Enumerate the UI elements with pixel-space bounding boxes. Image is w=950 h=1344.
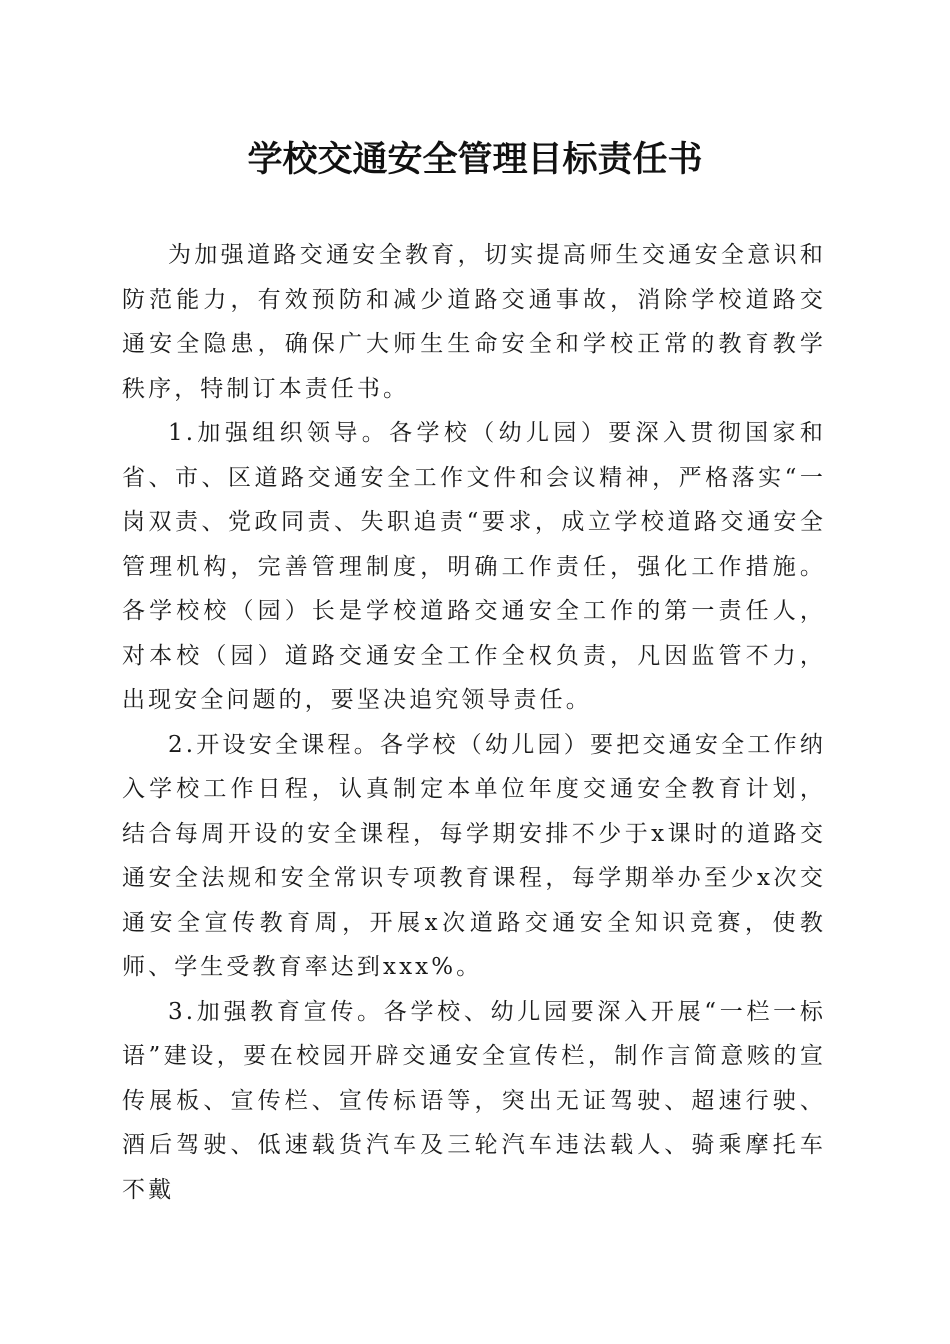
paragraph-item-3: 3.加强教育宣传。各学校、幼儿园要深入开展“一栏一标语”建设，要在校园开辟交通安全宣传栏，制作言简意赅的宣传展板、宣传栏、宣传标语等，突出无证驾驶、超速行驶、酒后驾驶、低速载货汽车及三轮汽车违法载人、骑乘摩托车不戴 [122,998,826,1203]
document-body [122,233,826,1212]
document-title: 学校交通安全管理目标责任书 [247,139,703,180]
paragraph-item-1: 1.加强组织领导。各学校（幼儿园）要深入贯彻国家和省、市、区道路交通安全工作文件和会议精神，严格落实“一岗双责、党政同责、失职追责“要求，成立学校道路交通安全管理机构，完善管理制度，明确工作责任，强化工作措施。各学校校（园）长是学校道路交通安全工作的第一责任人，对本校（园）道路交通安全工作全权负责，凡因监管不力，出现安全问题的，要坚决追究领导责任。 [122,420,826,713]
paragraph-intro: 为加强道路交通安全教育，切实提高师生交通安全意识和防范能力，有效预防和减少道路交通事故，消除学校道路交通安全隐患，确保广大师生生命安全和学校正常的教育教学秩序，特制订本责任书。 [122,242,826,402]
paragraph-item-2: 2.开设安全课程。各学校（幼儿园）要把交通安全工作纳入学校工作日程，认真制定本单位年度交通安全教育计划，结合每周开设的安全课程，每学期安排不少于x课时的道路交通安全法规和安全常识专项教育课程，每学期举办至少x次交通安全宣传教育周，开展x次道路交通安全知识竞赛，使教师、学生受教育率达到xxx%。 [122,731,826,980]
